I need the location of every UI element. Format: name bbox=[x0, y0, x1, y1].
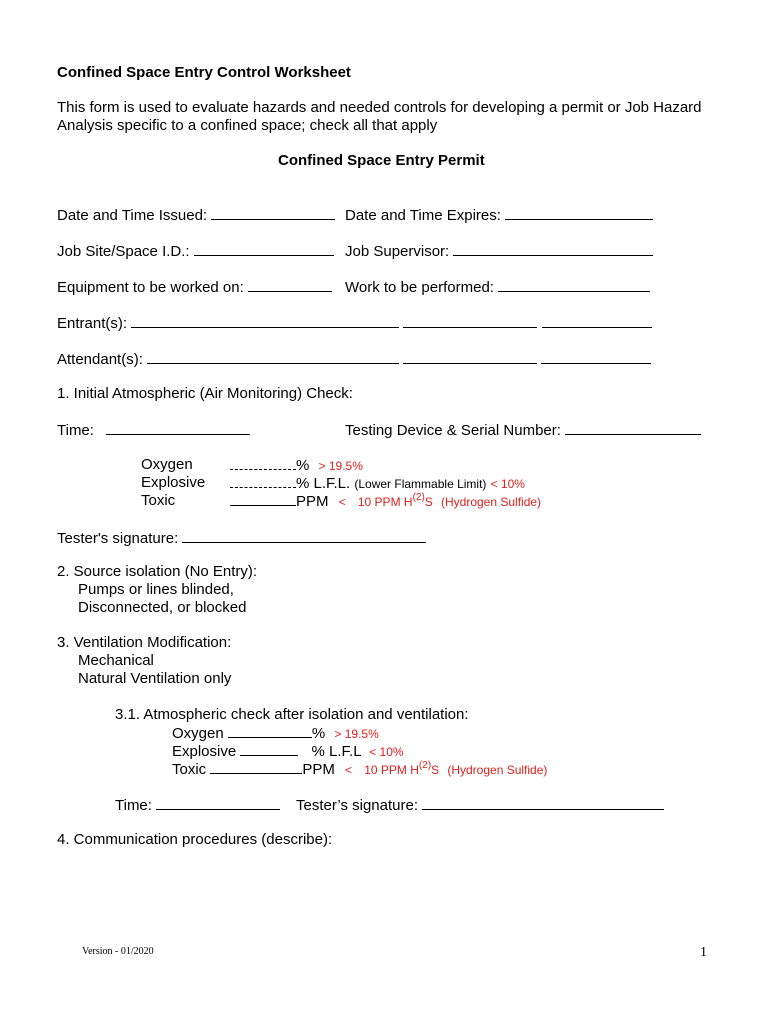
date-expires-field bbox=[345, 206, 653, 225]
attendants-blank-2[interactable] bbox=[403, 350, 537, 364]
section-4-heading: 4. Communication procedures (describe): bbox=[57, 831, 333, 848]
s31-toxic-sub: (2) bbox=[418, 760, 432, 771]
s31-oxygen-limit: > 19.5% bbox=[334, 727, 379, 741]
s31-oxygen-label: Oxygen bbox=[172, 725, 224, 742]
date-expires-blank[interactable] bbox=[505, 206, 653, 220]
s1-oxygen-unit: % bbox=[296, 457, 310, 474]
s31-toxic-limit-b: S bbox=[431, 763, 440, 777]
s1-toxic-label: Toxic bbox=[141, 492, 176, 509]
job-site-blank[interactable] bbox=[194, 242, 334, 256]
s1-explosive-label: Explosive bbox=[141, 474, 206, 491]
s31-toxic-label: Toxic bbox=[172, 761, 207, 778]
s1-toxic-reading bbox=[230, 492, 541, 513]
s31-oxygen-blank[interactable] bbox=[228, 724, 312, 738]
s31-oxygen-unit: % bbox=[311, 725, 326, 742]
entrants-blank-1[interactable] bbox=[131, 314, 399, 328]
s31-explosive-label: Explosive bbox=[172, 743, 237, 760]
s31-time-label: Time: bbox=[115, 797, 152, 814]
job-supervisor-blank[interactable] bbox=[453, 242, 653, 256]
section-2-item-2: Disconnected, or blocked bbox=[78, 599, 247, 616]
job-supervisor-label: Job Supervisor: bbox=[345, 243, 450, 260]
entrants-blank-3[interactable] bbox=[542, 314, 652, 328]
s31-toxic-limit-a: 10 PPM H bbox=[364, 763, 419, 777]
s31-tester-label: Tester’s signature: bbox=[296, 797, 419, 814]
s1-explosive-unit: % L.F.L. bbox=[296, 475, 351, 492]
s1-tester-field bbox=[57, 529, 426, 548]
work-performed-label: Work to be performed: bbox=[345, 279, 494, 296]
s1-toxic-name: (Hydrogen Sulfide) bbox=[440, 495, 542, 509]
intro-line-2: Analysis specific to a confined space; check all that apply bbox=[57, 117, 438, 134]
s1-toxic-limit bbox=[357, 492, 433, 509]
date-expires-label: Date and Time Expires: bbox=[345, 207, 501, 224]
s31-tester-field bbox=[296, 796, 664, 815]
s1-oxygen-label: Oxygen bbox=[141, 456, 193, 473]
intro-line-1: This form is used to evaluate hazards and needed controls for developing a permit or Job Hazard bbox=[57, 99, 702, 116]
s31-time-field bbox=[115, 796, 280, 815]
entrants-blank-2[interactable] bbox=[403, 314, 537, 328]
s31-toxic-name: (Hydrogen Sulfide) bbox=[447, 763, 548, 777]
testing-device-blank[interactable] bbox=[565, 421, 701, 435]
s1-oxygen-reading bbox=[230, 456, 363, 475]
date-issued-blank[interactable] bbox=[211, 206, 335, 220]
section-1-time-label: Time: bbox=[57, 422, 94, 439]
testing-device-label: Testing Device & Serial Number: bbox=[345, 422, 561, 439]
section-3-heading: 3. Ventilation Modification: bbox=[57, 634, 232, 651]
s31-toxic-unit: PPM bbox=[302, 761, 335, 778]
section-1-time-field bbox=[57, 421, 250, 440]
equipment-blank[interactable] bbox=[248, 278, 332, 292]
section-1-time-blank[interactable] bbox=[106, 421, 250, 435]
section-2-heading: 2. Source isolation (No Entry): bbox=[57, 563, 258, 580]
job-supervisor-field bbox=[345, 242, 653, 261]
s31-lfl-limit: < 10% bbox=[369, 745, 404, 759]
attendants-field bbox=[57, 350, 651, 369]
s31-toxic-blank[interactable] bbox=[210, 760, 302, 774]
s1-explosive-reading bbox=[230, 474, 525, 493]
work-performed-field bbox=[345, 278, 650, 297]
s31-explosive-row bbox=[172, 742, 404, 761]
s1-toxic-limit-b: S bbox=[424, 495, 433, 509]
s31-explosive-unit: % L.F.L bbox=[311, 743, 362, 760]
s1-lfl-note: (Lower Flammable Limit) bbox=[354, 477, 487, 491]
attendants-label: Attendant(s): bbox=[57, 351, 143, 368]
s1-toxic-limit-a: 10 PPM H bbox=[357, 495, 413, 509]
s1-tester-blank[interactable] bbox=[182, 529, 426, 543]
s31-oxygen-row bbox=[172, 724, 379, 743]
s1-toxic-blank[interactable] bbox=[230, 492, 296, 506]
date-issued-label: Date and Time Issued: bbox=[57, 207, 208, 224]
date-issued-field bbox=[57, 206, 335, 225]
permit-heading: Confined Space Entry Permit bbox=[278, 152, 485, 169]
equipment-field bbox=[57, 278, 332, 297]
attendants-blank-1[interactable] bbox=[147, 350, 399, 364]
s1-toxic-sub: (2) bbox=[412, 492, 425, 503]
testing-device-field bbox=[345, 421, 701, 440]
s31-time-blank[interactable] bbox=[156, 796, 280, 810]
s1-oxygen-limit: > 19.5% bbox=[318, 459, 363, 473]
document-title: Confined Space Entry Control Worksheet bbox=[57, 64, 351, 81]
section-2-item-1: Pumps or lines blinded, bbox=[78, 581, 234, 598]
job-site-field bbox=[57, 242, 334, 261]
s1-oxygen-blank[interactable] bbox=[230, 456, 296, 470]
s1-tester-label: Tester's signature: bbox=[57, 530, 179, 547]
s1-explosive-blank[interactable] bbox=[230, 474, 296, 488]
section-3-item-2: Natural Ventilation only bbox=[78, 670, 232, 687]
s31-toxic-limit bbox=[364, 760, 440, 777]
attendants-blank-3[interactable] bbox=[541, 350, 651, 364]
s31-tester-blank[interactable] bbox=[422, 796, 664, 810]
work-performed-blank[interactable] bbox=[498, 278, 650, 292]
entrants-field bbox=[57, 314, 652, 333]
section-1-heading: 1. Initial Atmospheric (Air Monitoring) Check: bbox=[57, 385, 353, 402]
s31-explosive-blank[interactable] bbox=[240, 742, 298, 756]
s1-lfl-limit: < 10% bbox=[490, 477, 525, 491]
job-site-label: Job Site/Space I.D.: bbox=[57, 243, 190, 260]
s1-toxic-unit: PPM bbox=[296, 493, 329, 510]
section-3-1-heading: 3.1. Atmospheric check after isolation and ventilation: bbox=[115, 706, 469, 723]
equipment-label: Equipment to be worked on: bbox=[57, 279, 244, 296]
page-number: 1 bbox=[700, 945, 707, 960]
version-footer: Version - 01/2020 bbox=[82, 946, 154, 957]
s1-toxic-lt: < bbox=[338, 495, 346, 509]
section-3-item-1: Mechanical bbox=[78, 652, 154, 669]
entrants-label: Entrant(s): bbox=[57, 315, 128, 332]
s31-toxic-lt: < bbox=[345, 763, 353, 777]
s31-toxic-row bbox=[172, 760, 547, 781]
